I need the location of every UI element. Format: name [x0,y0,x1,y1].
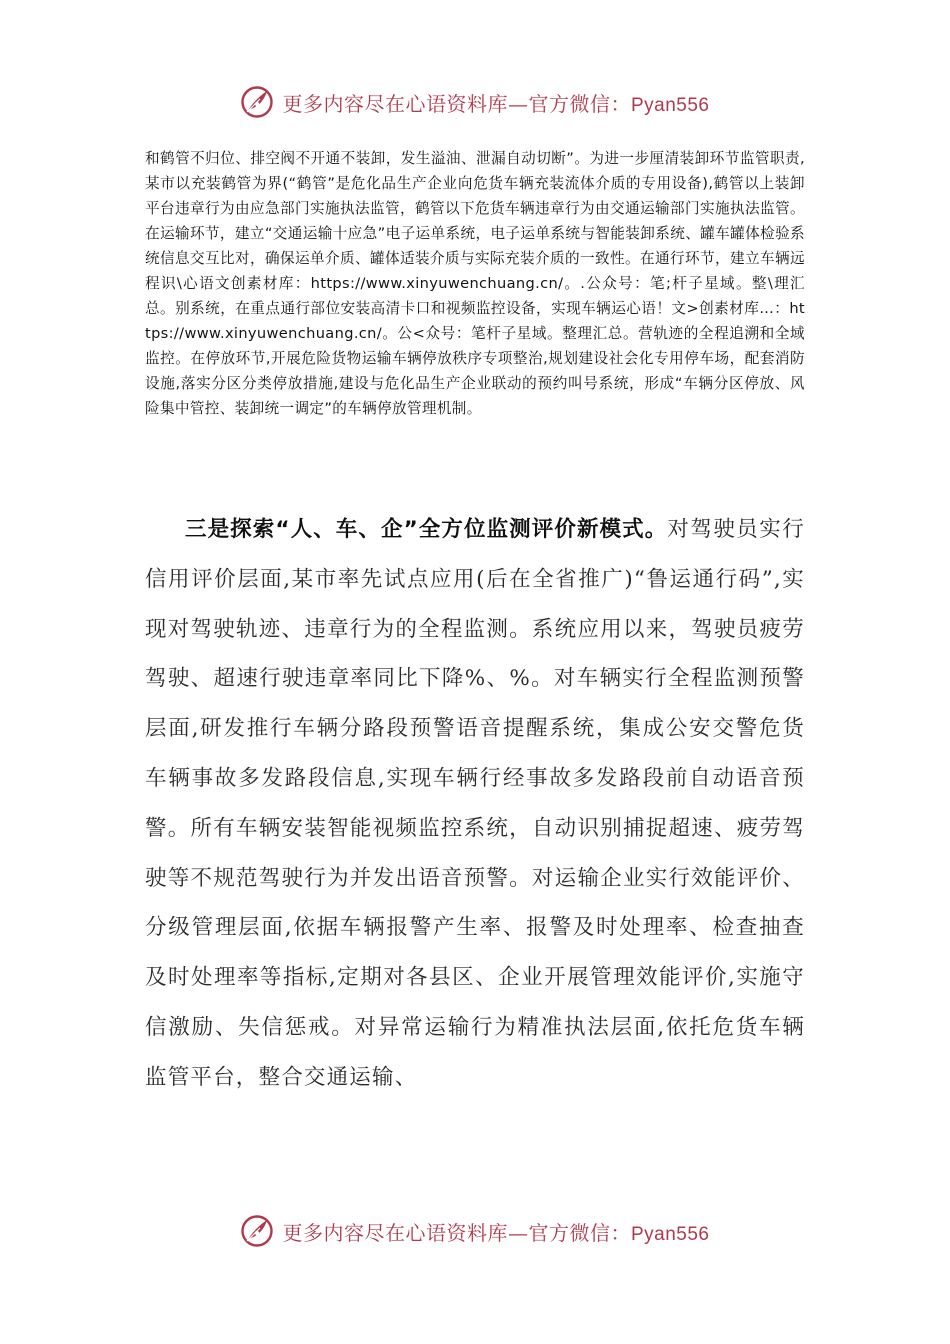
wechat-id: Pyan556 [630,1223,710,1245]
watermark-text: 更多内容尽在心语资料库—官方微信：Pyan556 [282,91,710,116]
watermark-text: 更多内容尽在心语资料库—官方微信：Pyan556 [282,1220,710,1245]
wechat-id: Pyan556 [630,94,710,116]
body-paragraph [145,505,805,1103]
excerpt-paragraph: 和鹤管不归位、排空阀不开通不装卸，发生溢油、泄漏自动切断”。为进一步厘清装卸环节监管职责,某市以充装鹤管为界(“鹤管”是危化品生产企业向危货车辆充装流体介质的专用设备),鹤管以上装卸平台违章行为由应急部门实施执法监管，鹤管以下危货车辆违章行为由交通运输部门实施执法监管。在运输环节，建立“交通运输十应急”电子运单系统，电子运单系统与智能装卸系统、罐车罐体检验系统信息交互比对，确保运单介质、罐体适装介质与实际充装介质的一致性。在通行环节，建立车辆远程识\心语文创素材库：https://www.xinyuwenchuang.cn/。.公众号：笔;杆子星域。整\理汇总。别系统，在重点通行部位安装高清卡口和视频监控设备，实现车辆运心语！文>创素材库…：https://www.xinyuwenchuang.cn/。公<众号：笔杆子星域。整理汇总。营轨迹的全程追溯和全域监控。在停放环节,开展危险货物运输车辆停放秩序专项整治,规划建设社会化专用停车场，配套消防设施,落实分区分类停放措施,建设与危化品生产企业联动的预约叫号系统，形成“车辆分区停放、风险集中管控、装卸统一调定”的车辆停放管理机制。 [145,150,805,417]
section-lead-heading: 三是探索“人、车、企”全方位监测评价新模式。 [185,517,668,542]
feather-pen-icon [240,85,274,119]
header-watermark [0,82,950,122]
feather-pen-icon [240,1214,274,1248]
footer-watermark [0,1211,950,1251]
section-body-text: 对驾驶员实行信用评价层面,某市率先试点应用(后在全省推广)“鲁运通行码”,实现对驾驶轨迹、违章行为的全程监测。系统应用以来，驾驶员疲劳驾驶、超速行驶违章率同比下降%、%。对车辆实行全程监测预警层面,研发推行车辆分路段预警语音提醒系统，集成公安交警危货车辆事故多发路段信息,实现车辆行经事故多发路段前自动语音预警。所有车辆安装智能视频监控系统，自动识别捕捉超速、疲劳驾驶等不规范驾驶行为并发出语音预警。对运输企业实行效能评价、分级管理层面,依据车辆报警产生率、报警及时处理率、检查抽查及时处理率等指标,定期对各县区、企业开展管理效能评价,实施守信激励、失信惩戒。对异常运输行为精准执法层面,依托危货车辆监管平台，整合交通运输、 [145,517,805,1090]
